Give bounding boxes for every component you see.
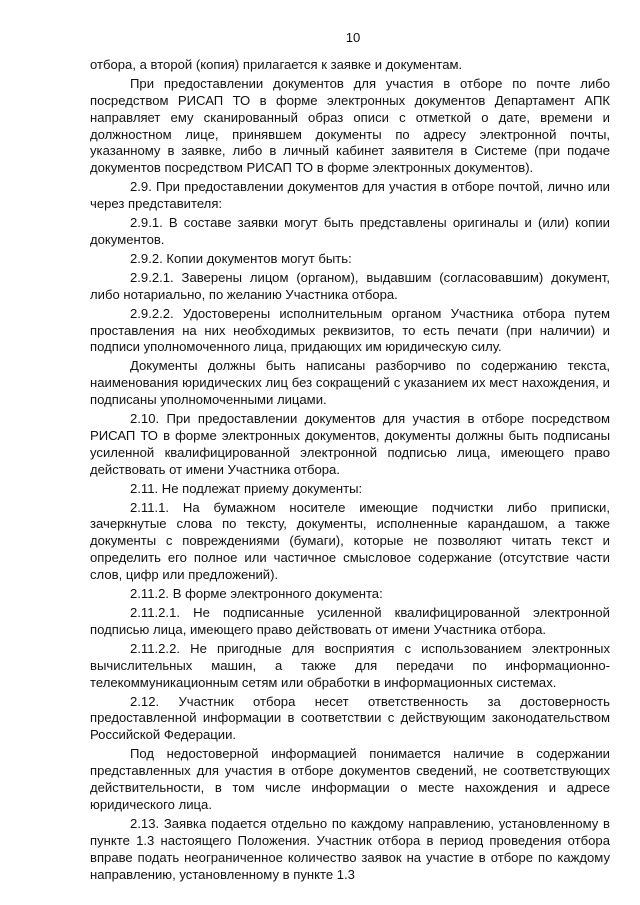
paragraph: Документы должны быть написаны разборчиво по содержанию текста, наименования юридических лиц без сокращений с указанием их мест нахождения, и подписаны уполномоченными лицами. <box>90 358 610 408</box>
paragraph: Под недостоверной информацией понимается наличие в содержании представленных для участия в отборе документов сведений, не соответствующих действительности, в том числе информации о месте нахождения и адресе юридического лица. <box>90 746 610 812</box>
paragraph: 2.10. При предоставлении документов для участия в отборе посредством РИСАП ТО в форме электронных документов, документы должны быть подписаны усиленной квалифицированной электронной подписью лица, имеющего право действовать от имени Участника отбора. <box>90 411 610 477</box>
paragraph: 2.9.2.1. Заверены лицом (органом), выдавшим (согласовавшим) документ, либо нотариально, по желанию Участника отбора. <box>90 269 610 302</box>
paragraph: 2.11.2. В форме электронного документа: <box>130 586 383 602</box>
paragraph: отбора, а второй (копия) прилагается к заявке и документам. <box>90 56 463 72</box>
paragraph: 2.9.2.2. Удостоверены исполнительным органом Участника отбора путем проставления на них необходимых реквизитов, то есть печати (при наличии) и подписи уполномоченного лица, придающих им юридическую силу. <box>90 305 610 355</box>
paragraph: 2.11. Не подлежат приему документы: <box>130 480 363 496</box>
paragraph: 2.12. Участник отбора несет ответственность за достоверность предоставленной информации в соответствии с действующим законодательством Российской Федерации. <box>90 693 610 743</box>
document-body <box>90 57 610 884</box>
paragraph: 2.13. Заявка подается отдельно по каждому направлению, установленному в пункте 1.3 настоящего Положения. Участник отбора в период проведения отбора вправе подать неограниченное количество заявок на участие в отборе по каждому направлению, установленному в пункте 1.3 <box>90 815 610 882</box>
paragraph: 2.9. При предоставлении документов для участия в отборе почтой, лично или через представителя: <box>90 179 610 212</box>
page-number: 10 <box>345 30 361 45</box>
paragraph: 2.9.1. В составе заявки могут быть представлены оригиналы и (или) копии документов. <box>90 215 610 247</box>
paragraph: При предоставлении документов для участия в отборе по почте либо посредством РИСАП ТО в форме электронных документов Департамент АПК направляет ему сканированный образ описи с отметкой о дате, времени и должностном лице, принявшем документы по адресу электронной почты, указанному в заявке, либо в личный кабинет заявителя в Системе (при подаче документов посредством РИСАП ТО в форме электронных документов). <box>90 75 610 176</box>
paragraph: 2.11.2.1. Не подписанные усиленной квалифицированной электронной подписью лица, имеющего право действовать от имени Участника отбора. <box>90 605 610 637</box>
paragraph: 2.9.2. Копии документов могут быть: <box>130 250 352 266</box>
paragraph: 2.11.1. На бумажном носителе имеющие подчистки либо приписки, зачеркнутые слова по тексту, документы, исполненные карандашом, а также документы с повреждениями (бумаги), которые не позволяют читать текст и определить его полное или частичное смысловое содержание (отсутствие части слов, цифр или предложений). <box>90 499 610 583</box>
paragraph: 2.11.2.2. Не пригодные для восприятия с использованием электронных вычислительных машин, а также для передачи по информационно-телекоммуникационным сетям или обработки в информационных системах. <box>90 640 610 690</box>
